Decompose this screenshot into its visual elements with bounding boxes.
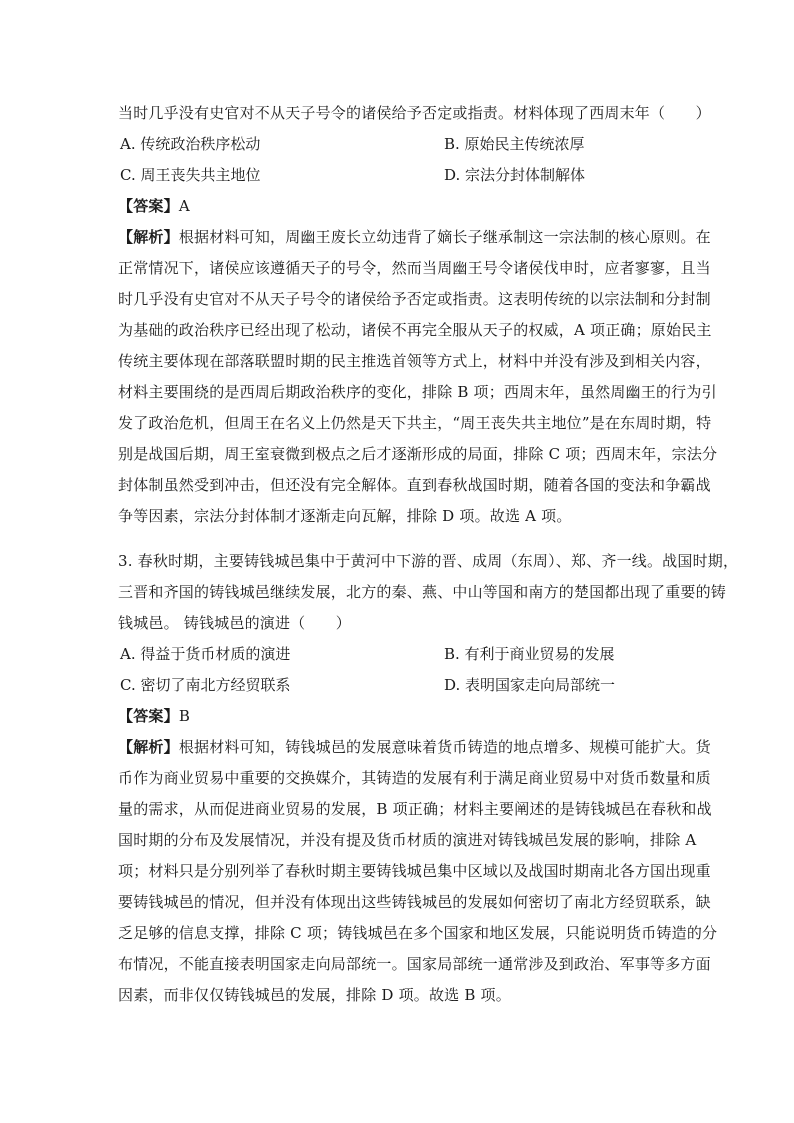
document-page	[118, 98, 739, 1011]
q3-analysis-line: 国时期的分布及发展情况，并没有提及货币材质的演进对铸钱城邑发展的影响，排除 A	[118, 831, 697, 849]
q3-answer	[118, 701, 678, 732]
spacer	[118, 532, 678, 546]
q2-option-a: A. 传统政治秩序松动	[120, 135, 261, 153]
q3-option-b: B. 有利于商业贸易的发展	[444, 645, 615, 663]
q3-options-row-1	[118, 639, 678, 670]
q3-analysis-line: 布情况，不能直接表明国家走向局部统一。国家局部统一通常涉及到政治、军事等多方面	[118, 955, 711, 973]
q3-answer-value: B	[178, 707, 191, 725]
q3-stem-line: 钱城邑。 铸钱城邑的演进（ ）	[118, 614, 351, 632]
q2-answer-label: 【答案】	[118, 197, 179, 215]
q3-analysis-line: 币作为商业贸易中重要的交换媒介，其铸造的发展有利于满足商业贸易中对货币数量和质	[118, 769, 711, 787]
q2-analysis-line: 时几乎没有史官对不从天子号令的诸侯给予否定或指责。这表明传统的以宗法制和分封制	[118, 290, 711, 308]
q3-answer-label: 【答案】	[118, 707, 179, 725]
q3-stem	[118, 546, 739, 639]
q2-option-b: B. 原始民主传统浓厚	[444, 135, 585, 153]
q2-stem-tail: 当时几乎没有史官对不从天子号令的诸侯给予否定或指责。材料体现了西周末年（ ）	[118, 104, 711, 122]
q2-analysis-line: 传统主要体现在部落联盟时期的民主推选首领等方式上，材料中并没有涉及到相关内容，	[118, 352, 711, 370]
q3-analysis-line: 项；材料只是分别列举了春秋时期主要铸钱城邑集中区域以及战国时期南北各方国出现重	[118, 862, 711, 880]
q2-answer	[118, 191, 678, 222]
q2-analysis-line: 争等因素，宗法分封体制才逐渐走向瓦解，排除 D 项。故选 A 项。	[118, 507, 572, 525]
q3-option-a: A. 得益于货币材质的演进	[120, 645, 291, 663]
q2-analysis-line: 发了政治危机，但周王在名义上仍然是天下共主，“周王丧失共主地位”是在东周时期，特	[118, 414, 712, 432]
q2-analysis-line: 别是战国后期，周王室衰微到极点之后才逐渐形成的局面，排除 C 项；西周末年，宗法分	[118, 445, 718, 463]
q2-analysis	[118, 222, 718, 532]
q2-answer-value: A	[178, 197, 190, 215]
q3-analysis-line: 要铸钱城邑的情况，但并没有体现出这些铸钱城邑的发展如何密切了南北方经贸联系，缺	[118, 893, 711, 911]
q3-analysis	[118, 732, 718, 1011]
q3-stem-line: 三晋和齐国的铸钱城邑继续发展，北方的秦、燕、中山等国和南方的楚国都出现了重要的铸	[118, 583, 727, 601]
q3-analysis-line: 量的需求，从而促进商业贸易的发展，B 项正确；材料主要阐述的是铸钱城邑在春秋和战	[118, 800, 712, 818]
q3-analysis-label: 【解析】	[118, 738, 179, 756]
q3-analysis-line: 【解析】根据材料可知，铸钱城邑的发展意味着货币铸造的地点增多、规模可能扩大。货	[118, 738, 711, 756]
q3-options-row-2	[118, 670, 678, 701]
q2-analysis-line: 为基础的政治秩序已经出现了松动，诸侯不再完全服从天子的权威，A 项正确；原始民主	[118, 321, 712, 339]
q3-option-d: D. 表明国家走向局部统一	[444, 676, 616, 694]
q3-analysis-line: 乏足够的信息支撑，排除 C 项；铸钱城邑在多个国家和地区发展，只能说明货币铸造的分	[118, 924, 718, 942]
q2-options-row-2	[118, 160, 678, 191]
q2-option-c: C. 周王丧失共主地位	[120, 166, 261, 184]
q3-analysis-line: 因素，而非仅仅铸钱城邑的发展，排除 D 项。故选 B 项。	[118, 986, 511, 1004]
q2-analysis-line: 材料主要围绕的是西周后期政治秩序的变化，排除 B 项；西周末年，虽然周幽王的行为引	[118, 383, 717, 401]
q2-analysis-label: 【解析】	[118, 228, 179, 246]
q3-stem-line: 3. 春秋时期，主要铸钱城邑集中于黄河中下游的晋、成周（东周）、郑、齐一线。战国时期，	[118, 552, 739, 570]
q2-analysis-line: 【解析】根据材料可知，周幽王废长立幼违背了嫡长子继承制这一宗法制的核心原则。在	[118, 228, 711, 246]
q2-analysis-line: 正常情况下，诸侯应该遵循天子的号令，然而当周幽王号令诸侯伐申时，应者寥寥，且当	[118, 259, 711, 277]
q3-option-c: C. 密切了南北方经贸联系	[120, 676, 291, 694]
q2-options-row-1	[118, 129, 678, 160]
q2-option-d: D. 宗法分封体制解体	[444, 166, 586, 184]
q2-analysis-line: 封体制虽然受到冲击，但还没有完全解体。直到春秋战国时期，随着各国的变法和争霸战	[118, 476, 711, 494]
